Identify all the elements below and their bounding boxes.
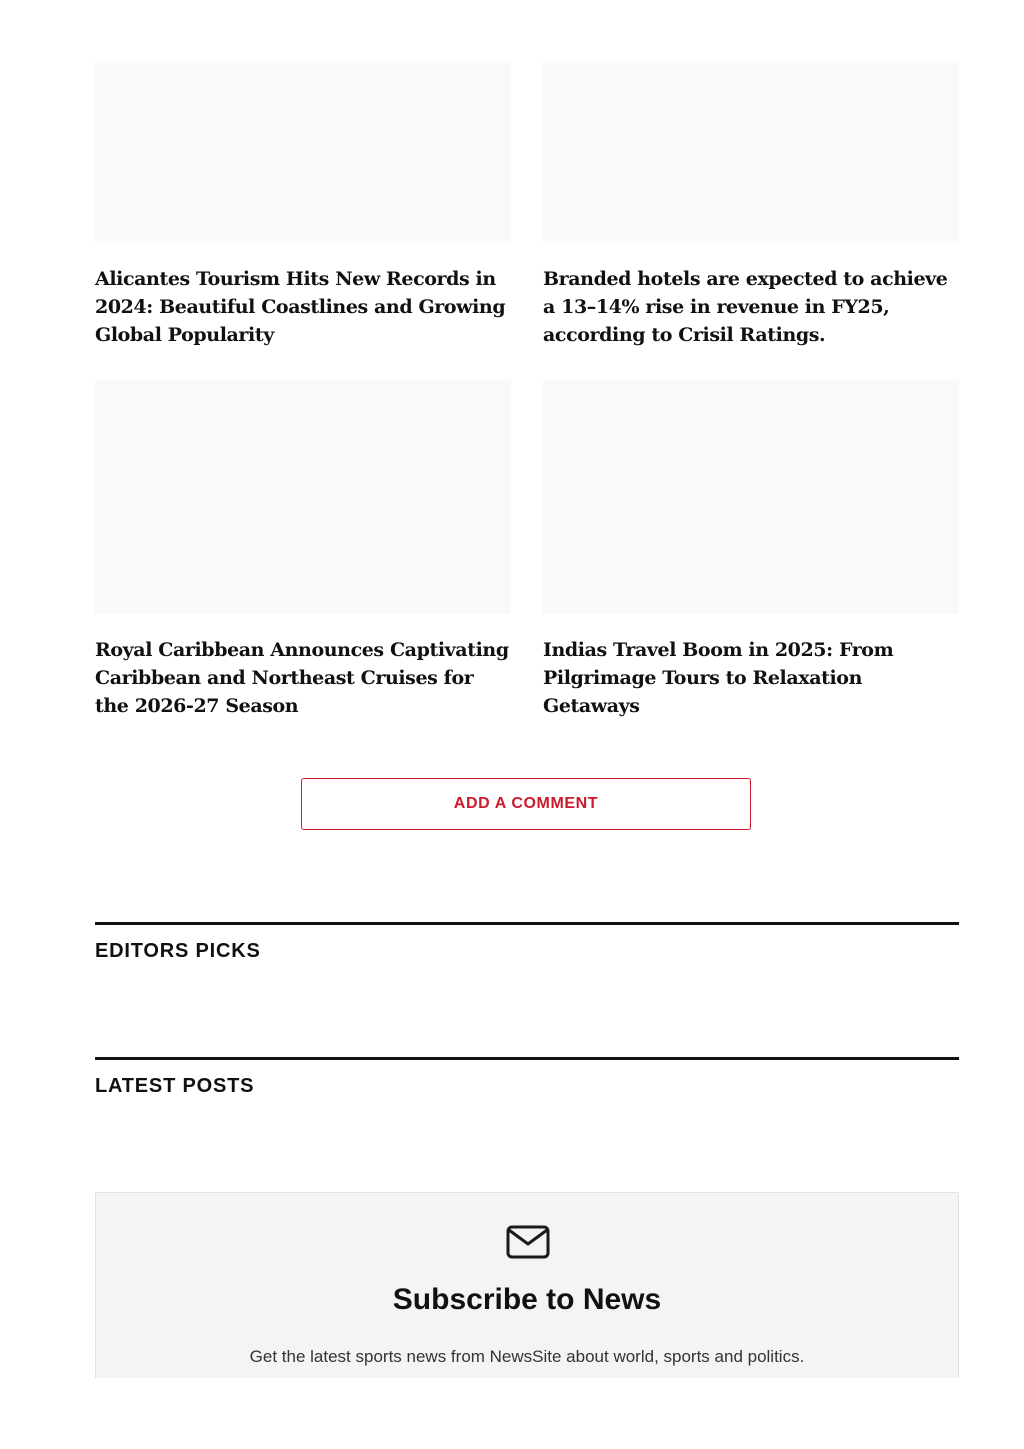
post-thumbnail[interactable]	[95, 380, 511, 614]
post-title-link[interactable]: Branded hotels are expected to achieve a 13–14% rise in revenue in FY25, according to Crisil Ratings.	[543, 268, 948, 346]
post-card	[543, 61, 959, 349]
post-card	[95, 61, 511, 349]
post-thumbnail[interactable]	[543, 380, 959, 614]
mail-icon	[506, 1225, 550, 1259]
subscribe-panel	[95, 1192, 959, 1378]
post-card	[95, 380, 511, 720]
post-thumbnail[interactable]	[95, 61, 511, 243]
latest-posts-heading: LATEST POSTS	[95, 1075, 255, 1097]
post-thumbnail[interactable]	[543, 61, 959, 243]
add-comment-button[interactable]: ADD A COMMENT	[301, 778, 751, 830]
post-title-link[interactable]: Alicantes Tourism Hits New Records in 2024: Beautiful Coastlines and Growing Global Popularity	[95, 268, 506, 346]
subscribe-description: Get the latest sports news from NewsSite about world, sports and politics.	[249, 1347, 805, 1366]
section-divider	[95, 922, 959, 925]
post-card	[543, 380, 959, 720]
section-divider	[95, 1057, 959, 1060]
post-title-link[interactable]: Indias Travel Boom in 2025: From Pilgrimage Tours to Relaxation Getaways	[543, 639, 894, 717]
editors-picks-heading: EDITORS PICKS	[95, 940, 261, 962]
post-title-link[interactable]: Royal Caribbean Announces Captivating Caribbean and Northeast Cruises for the 2026-27 Season	[95, 639, 509, 717]
subscribe-title: Subscribe to News	[392, 1283, 662, 1316]
